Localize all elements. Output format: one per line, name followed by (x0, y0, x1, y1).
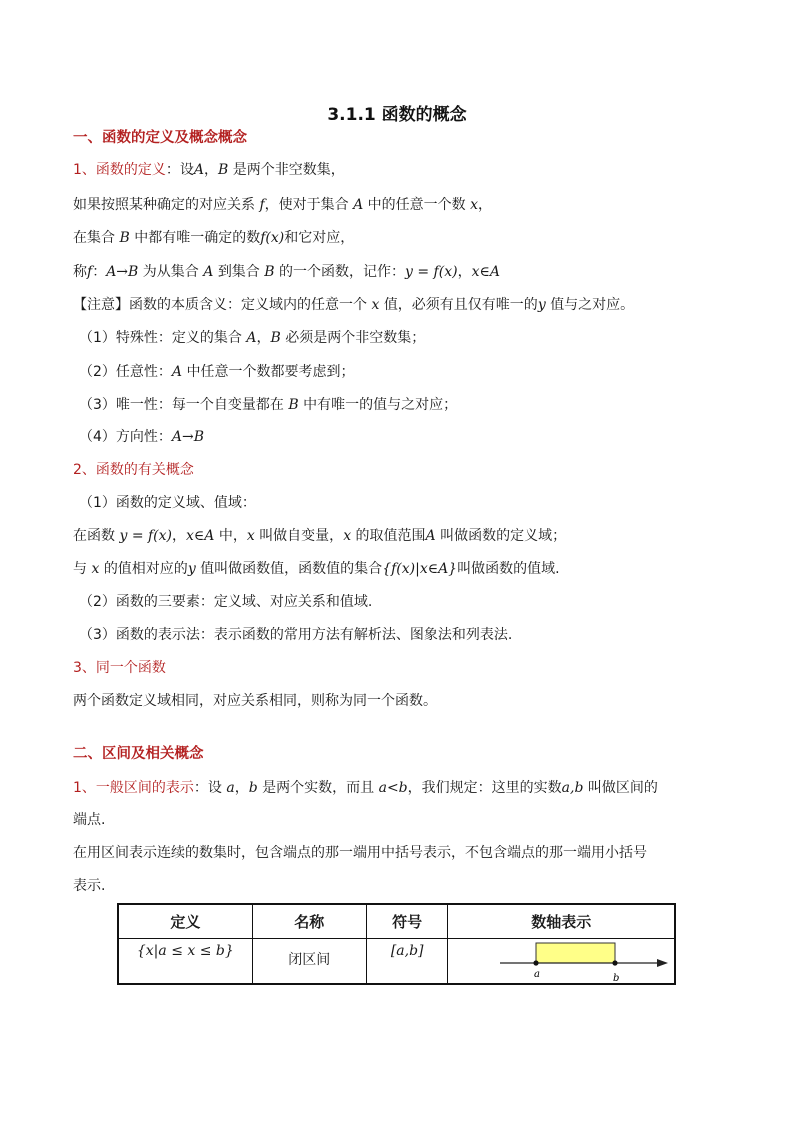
concept-3-text: 两个函数定义域相同，对应关系相同，则称为同一个函数。 (73, 693, 437, 709)
endpoint-b-label: b (613, 973, 620, 983)
header-definition: 定义 (118, 904, 252, 939)
interval-label: 1、一般区间的表示 (73, 780, 194, 796)
concept-3-heading: 3、同一个函数 (73, 660, 166, 676)
axis-arrow (657, 959, 668, 967)
concept-2-range-line: 与 x 的值相对应的y 值叫做函数值，函数值的集合{f(x)|x∈A}叫做函数的值域. (73, 561, 560, 577)
header-symbol: 符号 (366, 904, 448, 939)
endpoint-a-label: a (534, 969, 541, 980)
table-header-row (118, 904, 675, 939)
property-4: （4）方向性：A→B (79, 429, 205, 445)
interval-line-4: 表示. (73, 878, 106, 894)
header-axis: 数轴表示 (448, 904, 675, 939)
definition-line-4: 称f：A→B 为从集合 A 到集合 B 的一个函数，记作：y = f(x)，x∈A (73, 264, 500, 280)
interval-line-2: 端点. (73, 812, 106, 828)
property-3: （3）唯一性：每一个自变量都在 B 中有唯一的值与之对应； (79, 397, 458, 413)
cell-axis (448, 939, 675, 985)
cell-definition: {x|a ≤ x ≤ b} (118, 939, 252, 985)
concept-2-item-2: （2）函数的三要素：定义域、对应关系和值域. (79, 594, 373, 610)
cell-symbol: [a,b] (366, 939, 448, 985)
endpoint-a-dot (534, 960, 539, 965)
interval-line-3: 在用区间表示连续的数集时，包含端点的那一端用中括号表示，不包含端点的那一端用小括号 (73, 845, 647, 861)
definition-line-2: 如果按照某种确定的对应关系 f，使对于集合 A 中的任意一个数 x， (73, 197, 493, 213)
definition-label: 1、函数的定义 (73, 162, 166, 178)
concept-2-item-1: （1）函数的定义域、值域： (79, 495, 256, 511)
header-name: 名称 (252, 904, 366, 939)
concept-2-domain-line: 在函数 y = f(x)，x∈A 中，x 叫做自变量，x 的取值范围A 叫做函数的定义域； (73, 528, 567, 544)
section-heading-2: 二、区间及相关概念 (73, 746, 204, 762)
property-2: （2）任意性：A 中任意一个数都要考虑到； (79, 364, 355, 380)
cell-name: 闭区间 (252, 939, 366, 985)
endpoint-b-dot (613, 960, 618, 965)
interval-table (117, 903, 676, 985)
interval-highlight (536, 943, 615, 963)
page-title: 3.1.1 函数的概念 (327, 105, 467, 125)
definition-line-1: 1、函数的定义：设A，B 是两个非空数集， (73, 162, 345, 178)
note-line: 【注意】函数的本质含义：定义域内的任意一个 x 值，必须有且仅有唯一的y 值与之对应。 (73, 297, 635, 313)
interval-line-1: 1、一般区间的表示：设 a，b 是两个实数，而且 a<b，我们规定：这里的实数a,b 叫做区间的 (73, 780, 658, 796)
concept-2-item-3: （3）函数的表示法：表示函数的常用方法有解析法、图象法和列表法. (79, 627, 513, 643)
concept-2-heading: 2、函数的有关概念 (73, 462, 194, 478)
section-heading-1: 一、函数的定义及概念概念 (73, 130, 247, 146)
number-line-diagram (448, 939, 673, 983)
table-row (118, 939, 675, 985)
property-1: （1）特殊性：定义的集合 A，B 必须是两个非空数集； (79, 330, 426, 346)
definition-line-3: 在集合 B 中都有唯一确定的数f(x)和它对应， (73, 230, 355, 246)
